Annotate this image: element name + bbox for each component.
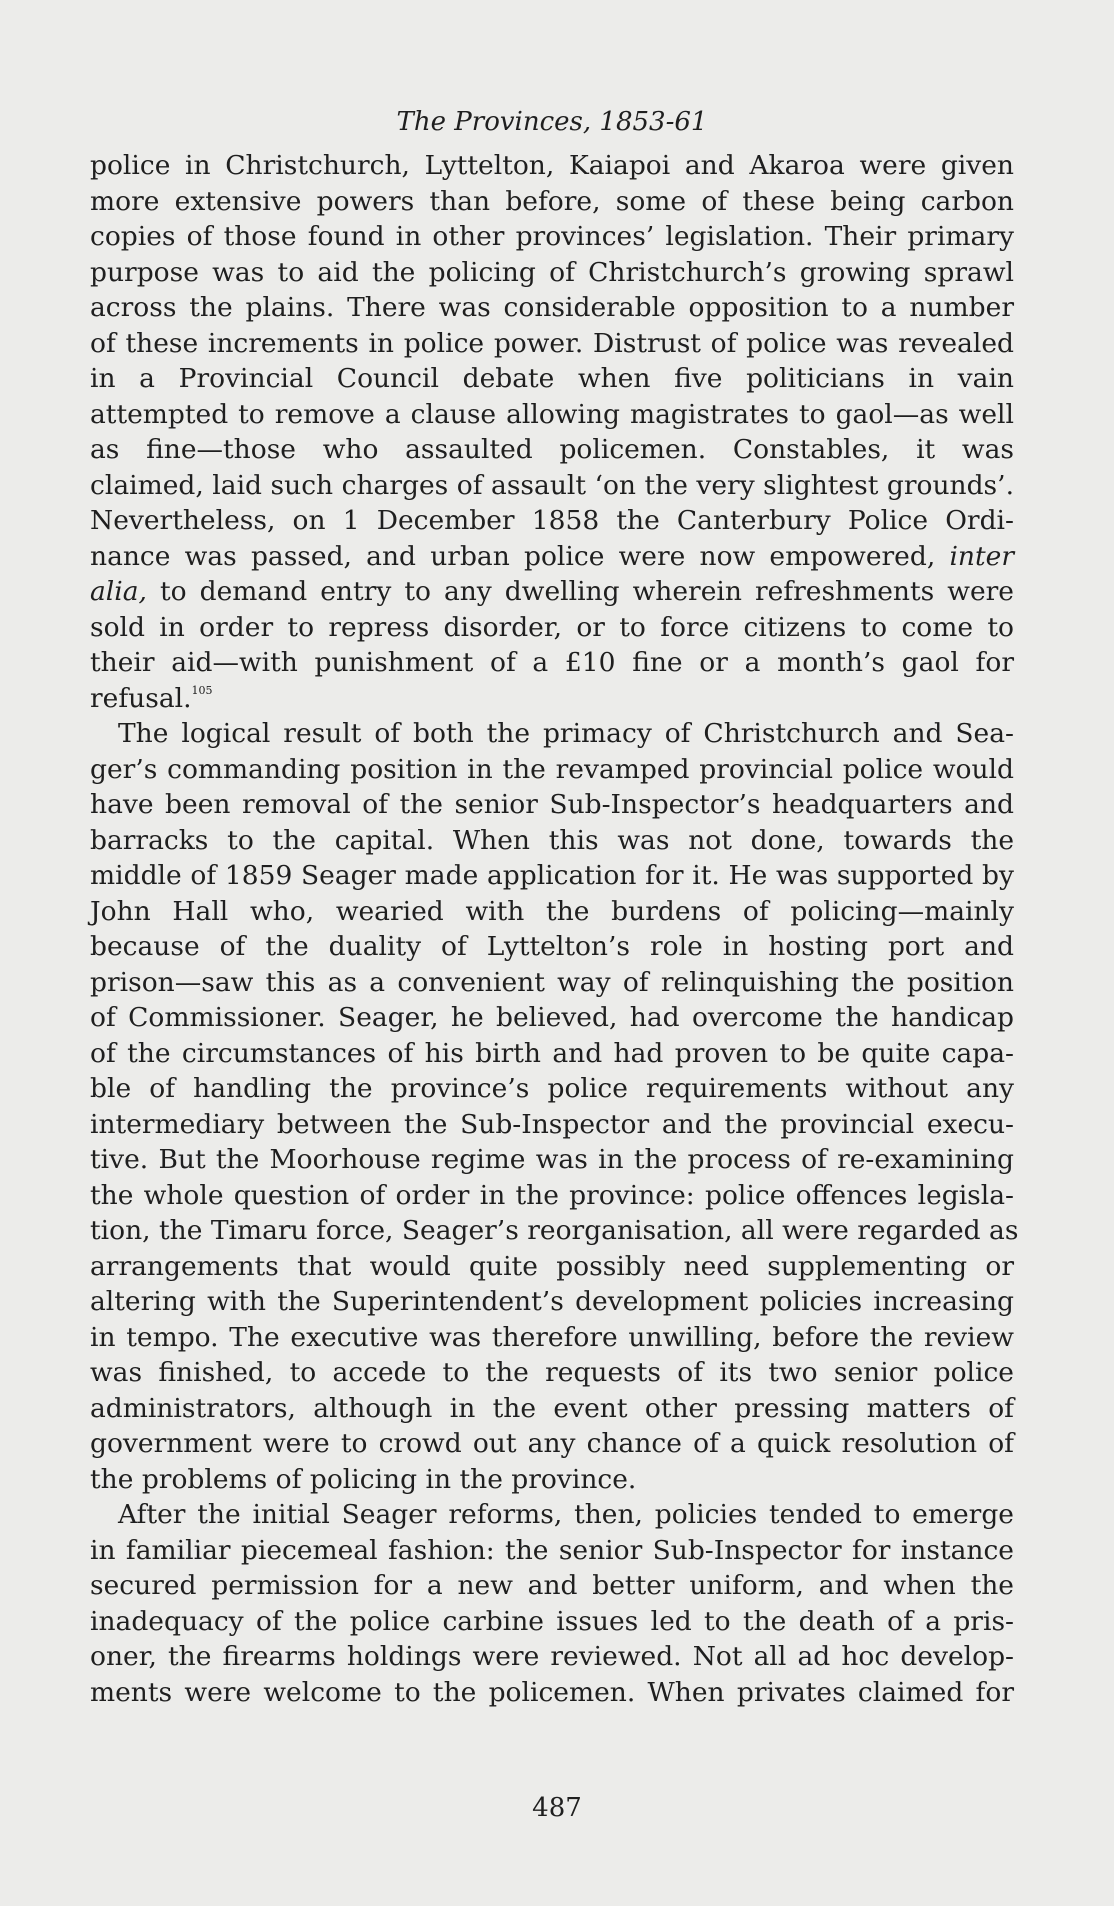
text-line: have been removal of the senior Sub-Inspector’s headquarters and	[90, 789, 1014, 820]
text-line: John Hall who, wearied with the burdens of policing—mainly	[90, 895, 1014, 927]
text-line: arrangements that would quite possibly need supplementing or	[90, 1250, 1014, 1282]
text-line: tive. But the Moorhouse regime was in the process of re-examining	[90, 1144, 1014, 1175]
text-line: barracks to the capital. When this was not done, towards the	[90, 824, 1014, 856]
text-line: because of the duality of Lyttelton’s role in hosting port and	[90, 931, 1014, 962]
text-line: the whole question of order in the province: police offences legisla-	[90, 1179, 1014, 1211]
text-line: ble of handling the province’s police requirements without any	[90, 1073, 1014, 1104]
text-run: to demand entry to any dwelling wherein refreshments were	[146, 576, 1014, 607]
paragraph-2	[90, 716, 1019, 1497]
text-line: After the initial Seager reforms, then, policies tended to emerge	[118, 1499, 1014, 1530]
text-line: copies of those found in other provinces’ legislation. Their primary	[90, 221, 1014, 252]
text-run: nance was passed, and urban police were now empowered,	[90, 540, 950, 572]
text-line: of Commissioner. Seager, he believed, had overcome the handicap	[90, 1002, 1014, 1033]
text-line: ger’s commanding position in the revamped provincial police would	[90, 753, 1014, 785]
text-line: in tempo. The executive was therefore unwilling, before the review	[90, 1321, 1014, 1353]
text-line	[90, 681, 1014, 717]
text-line: prison—saw this as a convenient way of relinquishing the position	[90, 966, 1014, 998]
text-line: the problems of policing in the province.	[90, 1463, 637, 1495]
text-line: their aid—with punishment of a £10 fine or a month’s gaol for	[90, 647, 1014, 678]
text-line: inadequacy of the police carbine issues led to the death of a pris-	[90, 1605, 1014, 1637]
text-line: oner, the firearms holdings were reviewed. Not all ad hoc develop-	[90, 1641, 1014, 1672]
page-number: 487	[532, 1793, 582, 1823]
text-line: intermediary between the Sub-Inspector and the provincial execu-	[90, 1108, 1014, 1140]
text-line: in a Provincial Council debate when five politicians in vain	[90, 363, 1014, 394]
italic-term: inter	[949, 540, 1014, 572]
text-line: sold in order to repress disorder, or to force citizens to come to	[90, 611, 1014, 643]
text-line: purpose was to aid the policing of Christchurch’s growing sprawl	[90, 256, 1014, 288]
text-line	[90, 574, 1014, 610]
text-line: altering with the Superintendent’s development policies increasing	[90, 1286, 1014, 1317]
text-line: The logical result of both the primacy of Christchurch and Sea-	[118, 718, 1014, 749]
paragraph-1	[90, 148, 1014, 716]
text-line: as fine—those who assaulted policemen. Constables, it was	[90, 434, 1014, 465]
text-line: claimed, laid such charges of assault ‘on the very slightest grounds’.	[90, 469, 1014, 501]
text-run: refusal.	[90, 682, 192, 714]
text-line: middle of 1859 Seager made application for it. He was supported by	[90, 860, 1014, 891]
text-line: across the plains. There was considerable opposition to a number	[90, 292, 1014, 323]
text-line: administrators, although in the event other pressing matters of	[90, 1392, 1014, 1424]
text-line: secured permission for a new and better uniform, and when the	[90, 1570, 1014, 1601]
text-line: ments were welcome to the policemen. When privates claimed for	[90, 1676, 1014, 1708]
text-line: in familiar piecemeal fashion: the senior Sub-Inspector for instance	[90, 1534, 1014, 1566]
footnote-marker: 105	[191, 683, 213, 697]
running-head: The Provinces, 1853-61	[396, 107, 708, 137]
text-line: was finished, to accede to the requests of its two senior police	[90, 1357, 1014, 1388]
text-line: attempted to remove a clause allowing magistrates to gaol—as well	[90, 398, 1014, 430]
text-line: police in Christchurch, Lyttelton, Kaiapoi and Akaroa were given	[90, 150, 1014, 181]
text-line: of the circumstances of his birth and had proven to be quite capa-	[90, 1037, 1014, 1069]
text-line	[90, 539, 1014, 575]
paragraph-3	[90, 1497, 1014, 1710]
text-line: of these increments in police power. Distrust of police was revealed	[90, 327, 1014, 359]
text-line: Nevertheless, on 1 December 1858 the Canterbury Police Ordi-	[90, 505, 1014, 536]
text-line: government were to crowd out any chance of a quick resolution of	[90, 1428, 1014, 1459]
italic-term: alia,	[90, 576, 147, 607]
text-line: more extensive powers than before, some of these being carbon	[90, 185, 1014, 217]
text-line: tion, the Timaru force, Seager’s reorganisation, all were regarded as	[90, 1215, 1019, 1246]
